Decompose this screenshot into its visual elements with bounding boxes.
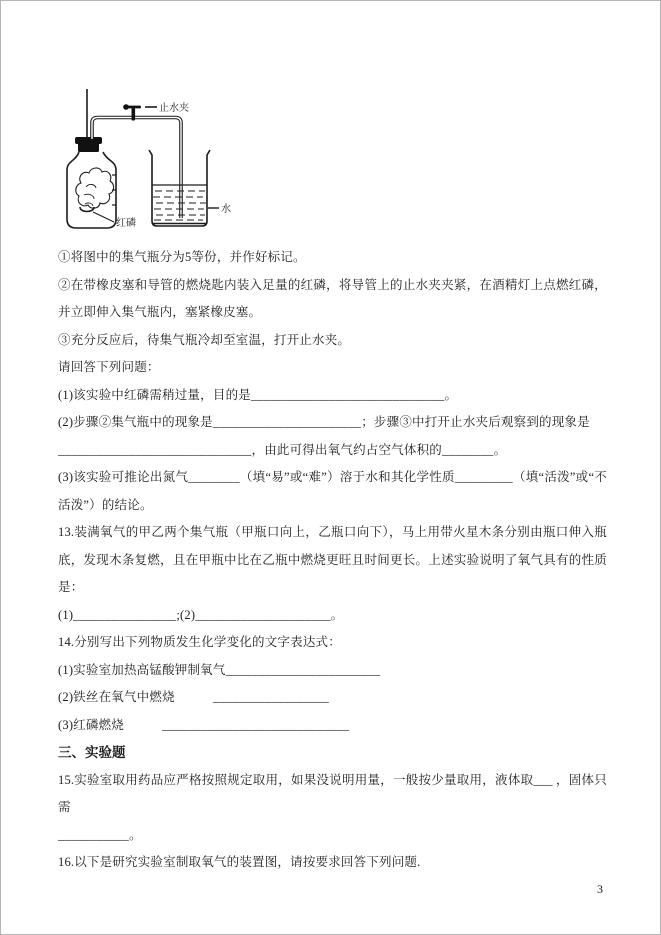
question-13-blanks: (1)________________;(2)_____________________。 <box>58 607 344 622</box>
smoke-cloud <box>76 168 114 208</box>
question-12-sub1: (1)该实验中红磷需稍过量，目的是______________________________。 <box>58 387 458 402</box>
question-12-sub3: (3)该实验可推论出氮气________（填“易”或“难”）溶于水和其化学性质_________（填“活泼”或“不活泼”）的结论。 <box>58 470 607 512</box>
step-3: ③充分反应后，待集气瓶冷却至室温，打开止水夹。 <box>58 332 351 347</box>
question-14-sub2: (2)铁丝在氧气中燃烧 __________________ <box>58 690 329 704</box>
question-15-line1: 15.实验室取用药品应严格按照规定取用，如果没说明用量，一般按少量取用，液体取___ ，固体只需 <box>58 772 607 814</box>
question-14: 14.分别写出下列物质发生化学变化的文字表达式： <box>58 635 341 649</box>
experiment-apparatus-diagram <box>62 87 244 237</box>
question-15-line2: ___________。 <box>58 827 142 842</box>
step-1: ①将图中的集气瓶分为5等份，并作好标记。 <box>58 250 306 264</box>
smoke-inner-swirl <box>84 184 96 206</box>
gas-bottle <box>67 152 116 228</box>
question-12-sub2-line1: (2)步骤②集气瓶中的现象是_______________________；步骤③中打开止水夹后观察到的现象是 <box>58 415 590 429</box>
clamp-label: 止水夹 <box>159 103 189 114</box>
question-12-sub2-line2: ______________________________，由此可得出氧气约占空气体积的________。 <box>58 442 507 457</box>
red-phosphorus-label: 红磷 <box>116 218 136 229</box>
question-14-sub1: (1)实验室加热高锰酸钾制氧气________________________ <box>58 662 381 677</box>
red-phosphorus-leader <box>93 212 114 222</box>
answer-prompt: 请回答下列问题： <box>58 360 160 374</box>
question-16: 16.以下是研究实验室制取氧气的装置图，请按要求回答下列问题. <box>58 855 421 869</box>
question-13: 13.装满氧气的甲乙两个集气瓶（甲瓶口向上，乙瓶口向下），马上用带火星木条分别由瓶口伸入瓶底，发现木条复燃，且在甲瓶中比在乙瓶中燃烧更旺且时间更长。上述实验说明了氧气具有的性质是： <box>58 525 607 594</box>
question-14-sub3: (3)红磷燃烧 _____________________________ <box>58 717 350 732</box>
water-label: 水 <box>221 204 231 215</box>
page-number: 3 <box>597 882 603 896</box>
section-heading: 三、实验题 <box>58 745 126 760</box>
document-body <box>1 1 661 877</box>
step-2: ②在带橡皮塞和导管的燃烧匙内装入足量的红磷，将导管上的止水夹夹紧，在酒精灯上点燃红磷，并立即伸入集气瓶内，塞紧橡皮塞。 <box>58 277 607 319</box>
rubber-stopper <box>75 137 102 152</box>
